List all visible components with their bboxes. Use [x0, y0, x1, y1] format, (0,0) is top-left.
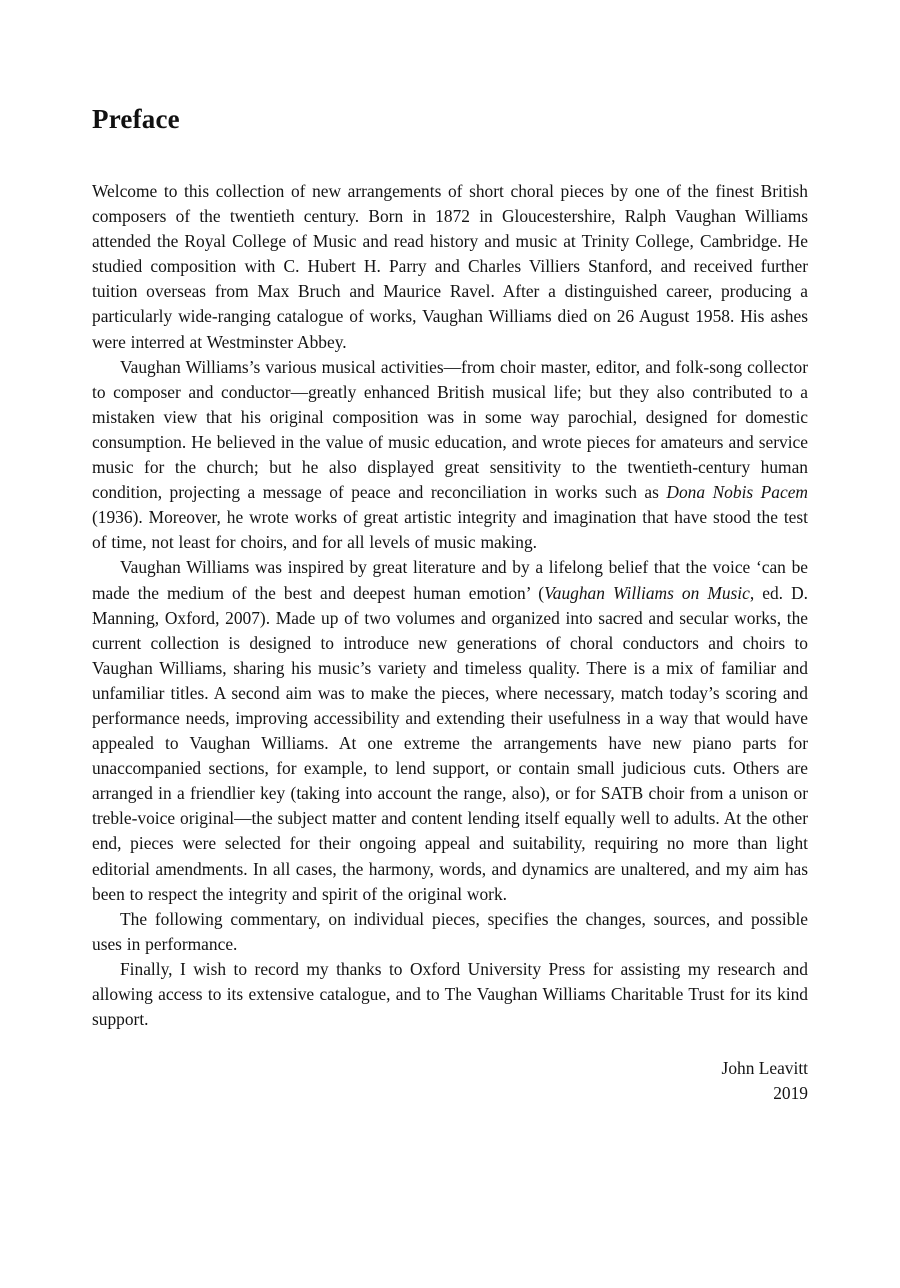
paragraph [92, 957, 808, 1032]
paragraph [92, 179, 808, 355]
text-run: Vaughan Williams’s various musical activities—from choir master, editor, and folk-song collector to composer and conductor—greatly enhanced British musical life; but they also contributed to a mistaken view that his original composition was in some way parochial, designed for domestic consumption. He believed in the value of music education, and wrote pieces for amateurs and service music for the church; but he also displayed great sensitivity to the twentieth-century human condition, projecting a message of peace and reconciliation in works such as [92, 356, 808, 503]
italic-text-run: Vaughan Williams on Music [544, 582, 750, 603]
text-run: Welcome to this collection of new arrangements of short choral pieces by one of the finest British composers of the twentieth century. Born in 1872 in Gloucestershire, Ralph Vaughan Williams attended the Royal College of Music and read history and music at Trinity College, Cambridge. He studied composition with C. Hubert H. Parry and Charles Villiers Stanford, and received further tuition overseas from Max Bruch and Maurice Ravel. After a distinguished career, producing a particularly wide-ranging catalogue of works, Vaughan Williams died on 26 August 1958. His ashes were interred at Westminster Abbey. [92, 181, 808, 352]
signature-block [92, 1056, 808, 1106]
text-run: (1936). Moreover, he wrote works of great artistic integrity and imagination that have stood the test of time, not least for choirs, and for all levels of music making. [92, 507, 808, 553]
italic-text-run: Dona Nobis Pacem [666, 482, 808, 503]
text-run: Vaughan Williams was inspired by great literature and by a lifelong belief that the voice ‘can be made the medium of the best and deepest human emotion’ ( [92, 557, 808, 603]
paragraph [92, 555, 808, 906]
text-run: , ed. D. Manning, Oxford, 2007). Made up of two volumes and organized into sacred and secular works, the current collection is designed to introduce new generations of choral conductors and choirs to Vaughan Williams, sharing his music’s variety and timeless quality. There is a mix of familiar and unfamiliar titles. A second aim was to make the pieces, where necessary, match today’s scoring and performance needs, improving accessibility and extending their usefulness in a way that would have appealed to Vaughan Williams. At one extreme the arrangements have new piano parts for unaccompanied sections, for example, to lend support, or contain small judicious cuts. Others are arranged in a friendlier key (taking into account the range, also), or for SATB choir from a unison or treble-voice original—the subject matter and content lending itself equally well to adults. At the other end, pieces were selected for their ongoing appeal and suitability, requiring no more than light editorial amendments. In all cases, the harmony, words, and dynamics are unaltered, and my aim has been to respect the integrity and spirit of the original work. [92, 582, 808, 904]
preface-body [92, 179, 808, 1032]
signature-year: 2019 [773, 1083, 808, 1104]
text-run: Finally, I wish to record my thanks to Oxford University Press for assisting my research and allowing access to its extensive catalogue, and to The Vaughan Williams Charitable Trust for its kind support. [92, 958, 808, 1030]
signature-name: John Leavitt [721, 1058, 808, 1079]
paragraph [92, 355, 808, 556]
paragraph [92, 907, 808, 957]
text-run: The following commentary, on individual pieces, specifies the changes, sources, and possible uses in performance. [92, 908, 808, 954]
page-title: Preface [92, 104, 180, 134]
